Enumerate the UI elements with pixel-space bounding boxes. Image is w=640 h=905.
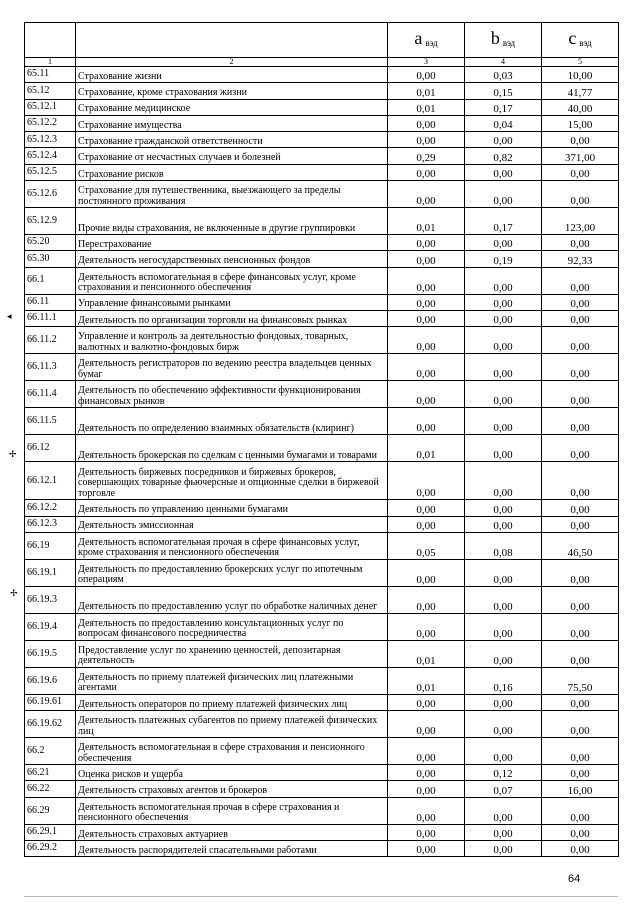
coef-b-cell: 0,03	[465, 67, 542, 83]
coef-c-cell: 40,00	[542, 99, 619, 115]
table-row	[25, 408, 619, 435]
coef-b-cell: 0,00	[465, 408, 542, 435]
code-cell: 66.11.2	[25, 327, 76, 354]
activity-name-cell: Страхование медицинское	[76, 99, 388, 115]
activity-name-cell: Управление и контроль за деятельностью фондовых, товарных, валютных и валютно-фондовых бирж	[76, 327, 388, 354]
coef-c-cell: 0,00	[542, 354, 619, 381]
header-col-b	[465, 23, 542, 58]
activity-name-cell: Деятельность брокерская по сделкам с ценными бумагами и товарами	[76, 435, 388, 462]
col-c-letter: c	[568, 28, 577, 49]
code-cell: 65.11	[25, 67, 76, 83]
activity-name-cell: Деятельность биржевых посредников и биржевых брокеров, совершающих товарные фьючерсные и опционные сделки в биржевой торговле	[76, 462, 388, 500]
code-cell: 66.29.2	[25, 841, 76, 857]
code-cell: 66.19	[25, 532, 76, 559]
table-row	[25, 83, 619, 99]
coef-b-cell: 0,04	[465, 115, 542, 131]
table-row	[25, 640, 619, 667]
coef-a-cell: 0,00	[388, 67, 465, 83]
coef-c-cell: 0,00	[542, 462, 619, 500]
coef-b-cell: 0,16	[465, 667, 542, 694]
coef-a-cell: 0,01	[388, 83, 465, 99]
code-cell: 66.12.1	[25, 462, 76, 500]
code-cell: 66.11.1	[25, 310, 76, 326]
coef-c-cell: 0,00	[542, 711, 619, 738]
coef-b-cell: 0,00	[465, 738, 542, 765]
coef-c-cell: 0,00	[542, 738, 619, 765]
table-row	[25, 115, 619, 131]
coef-a-cell: 0,01	[388, 435, 465, 462]
code-cell: 66.1	[25, 267, 76, 294]
coef-a-cell: 0,00	[388, 797, 465, 824]
activity-name-cell: Деятельность вспомогательная прочая в сфере страхования и пенсионного обеспечения	[76, 797, 388, 824]
activity-name-cell: Деятельность страховых актуариев	[76, 824, 388, 840]
table-row	[25, 462, 619, 500]
coef-c-cell: 0,00	[542, 500, 619, 516]
coef-b-cell: 0,00	[465, 640, 542, 667]
code-cell: 65.12.5	[25, 164, 76, 180]
coef-a-cell: 0,00	[388, 765, 465, 781]
activity-name-cell: Деятельность эмиссионная	[76, 516, 388, 532]
coef-a-cell: 0,01	[388, 640, 465, 667]
table-row	[25, 294, 619, 310]
coef-b-cell: 0,07	[465, 781, 542, 797]
activity-name-cell: Деятельность по предоставлению услуг по обработке наличных денег	[76, 586, 388, 613]
coef-c-cell: 92,33	[542, 251, 619, 267]
coef-a-cell: 0,00	[388, 115, 465, 131]
table-row	[25, 500, 619, 516]
coef-b-cell: 0,00	[465, 824, 542, 840]
code-cell: 65.30	[25, 251, 76, 267]
activity-name-cell: Перестрахование	[76, 235, 388, 251]
coef-a-cell: 0,00	[388, 462, 465, 500]
coef-b-cell: 0,00	[465, 267, 542, 294]
activity-name-cell: Страхование жизни	[76, 67, 388, 83]
coef-b-cell: 0,00	[465, 132, 542, 148]
activity-name-cell: Страхование рисков	[76, 164, 388, 180]
table-row	[25, 765, 619, 781]
code-cell: 66.19.1	[25, 559, 76, 586]
coef-a-cell: 0,00	[388, 251, 465, 267]
table-row	[25, 327, 619, 354]
activity-name-cell: Деятельность вспомогательная в сфере страхования и пенсионного обеспечения	[76, 738, 388, 765]
coef-c-cell: 371,00	[542, 148, 619, 164]
coef-c-cell: 0,00	[542, 613, 619, 640]
code-cell: 65.12	[25, 83, 76, 99]
activity-name-cell: Деятельность по предоставлению консультационных услуг по вопросам финансового посредничества	[76, 613, 388, 640]
coef-a-cell: 0,01	[388, 208, 465, 235]
coef-a-cell: 0,00	[388, 781, 465, 797]
table-row	[25, 267, 619, 294]
col-b-letter: b	[490, 28, 500, 49]
activity-name-cell: Деятельность по обеспечению эффективности функционирования финансовых рынков	[76, 381, 388, 408]
table-row	[25, 841, 619, 857]
col-c-sub: вэд	[579, 38, 592, 49]
table-row	[25, 164, 619, 180]
coef-c-cell: 0,00	[542, 824, 619, 840]
coef-c-cell: 16,00	[542, 781, 619, 797]
coef-c-cell: 41,77	[542, 83, 619, 99]
code-cell: 66.29.1	[25, 824, 76, 840]
table-row	[25, 381, 619, 408]
code-cell: 65.12.4	[25, 148, 76, 164]
coef-a-cell: 0,00	[388, 327, 465, 354]
code-cell: 66.12	[25, 435, 76, 462]
coef-b-cell: 0,00	[465, 613, 542, 640]
code-cell: 65.20	[25, 235, 76, 251]
coef-b-cell: 0,00	[465, 181, 542, 208]
coef-a-cell: 0,00	[388, 381, 465, 408]
activity-name-cell: Деятельность по управлению ценными бумагами	[76, 500, 388, 516]
coef-c-cell: 0,00	[542, 310, 619, 326]
coef-c-cell: 0,00	[542, 797, 619, 824]
coef-a-cell: 0,00	[388, 408, 465, 435]
code-cell: 65.12.6	[25, 181, 76, 208]
coef-c-cell: 0,00	[542, 181, 619, 208]
code-cell: 65.12.9	[25, 208, 76, 235]
coef-b-cell: 0,00	[465, 500, 542, 516]
table-row	[25, 132, 619, 148]
coef-b-cell: 0,00	[465, 435, 542, 462]
code-cell: 66.19.62	[25, 711, 76, 738]
coef-a-cell: 0,00	[388, 516, 465, 532]
code-cell: 65.12.3	[25, 132, 76, 148]
coef-b-cell: 0,00	[465, 327, 542, 354]
coef-c-cell: 0,00	[542, 164, 619, 180]
coef-b-cell: 0,00	[465, 310, 542, 326]
coef-b-cell: 0,00	[465, 516, 542, 532]
activity-name-cell: Деятельность по организации торговли на финансовых рынках	[76, 310, 388, 326]
coef-b-cell: 0,12	[465, 765, 542, 781]
table-row	[25, 67, 619, 83]
coef-a-cell: 0,00	[388, 738, 465, 765]
coef-c-cell: 0,00	[542, 267, 619, 294]
coef-a-cell: 0,00	[388, 294, 465, 310]
coef-c-cell: 0,00	[542, 294, 619, 310]
coef-c-cell: 0,00	[542, 327, 619, 354]
coef-b-cell: 0,17	[465, 208, 542, 235]
coef-a-cell: 0,00	[388, 711, 465, 738]
activity-name-cell: Страхование имущества	[76, 115, 388, 131]
coef-c-cell: 0,00	[542, 640, 619, 667]
coef-c-cell: 123,00	[542, 208, 619, 235]
coef-b-cell: 0,00	[465, 841, 542, 857]
activity-name-cell: Управление финансовыми рынками	[76, 294, 388, 310]
code-cell: 66.11	[25, 294, 76, 310]
activity-name-cell: Деятельность негосударственных пенсионных фондов	[76, 251, 388, 267]
coef-a-cell: 0,01	[388, 667, 465, 694]
column-index-row	[25, 58, 619, 67]
table-row	[25, 797, 619, 824]
coef-b-cell: 0,00	[465, 694, 542, 710]
coef-b-cell: 0,00	[465, 711, 542, 738]
table-row	[25, 532, 619, 559]
table-row	[25, 613, 619, 640]
coef-c-cell: 0,00	[542, 435, 619, 462]
column-index-4: 4	[465, 58, 542, 67]
coef-b-cell: 0,00	[465, 294, 542, 310]
coef-b-cell: 0,00	[465, 235, 542, 251]
coef-b-cell: 0,00	[465, 797, 542, 824]
activity-name-cell: Прочие виды страхования, не включенные в другие группировки	[76, 208, 388, 235]
coef-a-cell: 0,00	[388, 841, 465, 857]
activity-name-cell: Деятельность платежных субагентов по приему платежей физических лиц	[76, 711, 388, 738]
coef-a-cell: 0,00	[388, 181, 465, 208]
activity-name-cell: Деятельность по предоставлению брокерских услуг по ипотечным операциям	[76, 559, 388, 586]
coef-b-cell: 0,82	[465, 148, 542, 164]
page-number: 64	[568, 873, 581, 885]
coef-b-cell: 0,00	[465, 354, 542, 381]
coef-b-cell: 0,00	[465, 381, 542, 408]
activity-name-cell: Деятельность по приему платежей физических лиц платежными агентами	[76, 667, 388, 694]
coef-c-cell: 0,00	[542, 841, 619, 857]
code-cell: 66.19.6	[25, 667, 76, 694]
coef-c-cell: 0,00	[542, 559, 619, 586]
table-row	[25, 235, 619, 251]
col-a-letter: a	[414, 28, 423, 49]
activity-name-cell: Страхование от несчастных случаев и болезней	[76, 148, 388, 164]
code-cell: 66.19.4	[25, 613, 76, 640]
header-col-c	[542, 23, 619, 58]
coef-a-cell: 0,00	[388, 694, 465, 710]
activity-name-cell: Деятельность регистраторов по ведению реестра владельцев ценных бумаг	[76, 354, 388, 381]
coef-b-cell: 0,17	[465, 99, 542, 115]
coef-c-cell: 0,00	[542, 586, 619, 613]
activity-name-cell: Страхование, кроме страхования жизни	[76, 83, 388, 99]
activity-name-cell: Страхование для путешественника, выезжающего за пределы постоянного проживания	[76, 181, 388, 208]
coef-a-cell: 0,00	[388, 235, 465, 251]
coef-c-cell: 0,00	[542, 765, 619, 781]
header-col-a	[388, 23, 465, 58]
table-row	[25, 208, 619, 235]
code-cell: 66.29	[25, 797, 76, 824]
table-row	[25, 310, 619, 326]
table-row	[25, 738, 619, 765]
coef-b-cell: 0,00	[465, 462, 542, 500]
coef-c-cell: 0,00	[542, 408, 619, 435]
code-cell: 66.11.4	[25, 381, 76, 408]
coef-a-cell: 0,00	[388, 310, 465, 326]
coef-b-cell: 0,00	[465, 164, 542, 180]
coef-c-cell: 46,50	[542, 532, 619, 559]
activity-name-cell: Деятельность вспомогательная в сфере финансовых услуг, кроме страхования и пенсионного обеспечения	[76, 267, 388, 294]
margin-cross-mark: ✢	[9, 450, 17, 460]
coef-a-cell: 0,00	[388, 164, 465, 180]
code-cell: 65.12.2	[25, 115, 76, 131]
col-b-sub: вэд	[502, 38, 516, 49]
margin-cross-mark: ✢	[10, 589, 18, 599]
header-name-cell	[76, 23, 388, 58]
code-cell: 66.11.3	[25, 354, 76, 381]
table-row	[25, 516, 619, 532]
header-row	[25, 23, 619, 58]
table-row	[25, 251, 619, 267]
code-cell: 66.12.3	[25, 516, 76, 532]
coef-a-cell: 0,00	[388, 613, 465, 640]
table-row	[25, 586, 619, 613]
column-index-3: 3	[388, 58, 465, 67]
coef-c-cell: 75,50	[542, 667, 619, 694]
margin-arrow-mark: ◂	[7, 312, 12, 322]
coef-a-cell: 0,00	[388, 500, 465, 516]
table-row	[25, 667, 619, 694]
code-cell: 66.21	[25, 765, 76, 781]
activity-name-cell: Оценка рисков и ущерба	[76, 765, 388, 781]
activity-name-cell: Деятельность операторов по приему платежей физических лиц	[76, 694, 388, 710]
coef-b-cell: 0,08	[465, 532, 542, 559]
activity-name-cell: Деятельность по определению взаимных обязательств (клиринг)	[76, 408, 388, 435]
scan-bottom-edge	[24, 896, 618, 897]
coef-c-cell: 15,00	[542, 115, 619, 131]
code-cell: 66.19.61	[25, 694, 76, 710]
table-row	[25, 559, 619, 586]
activity-name-cell: Деятельность распорядителей спасательными работами	[76, 841, 388, 857]
table-row	[25, 354, 619, 381]
coef-c-cell: 0,00	[542, 516, 619, 532]
coef-a-cell: 0,00	[388, 354, 465, 381]
coef-a-cell: 0,05	[388, 532, 465, 559]
table-row	[25, 435, 619, 462]
code-cell: 66.19.5	[25, 640, 76, 667]
coef-a-cell: 0,00	[388, 132, 465, 148]
code-cell: 66.2	[25, 738, 76, 765]
table-row	[25, 781, 619, 797]
activity-name-cell: Предоставление услуг по хранению ценностей, депозитарная деятельность	[76, 640, 388, 667]
table-row	[25, 694, 619, 710]
coef-a-cell: 0,29	[388, 148, 465, 164]
coef-a-cell: 0,00	[388, 824, 465, 840]
col-a-sub: вэд	[425, 38, 438, 49]
code-cell: 66.22	[25, 781, 76, 797]
coef-c-cell: 0,00	[542, 694, 619, 710]
activity-name-cell: Деятельность страховых агентов и брокеров	[76, 781, 388, 797]
coef-c-cell: 0,00	[542, 235, 619, 251]
header-code-cell	[25, 23, 76, 58]
table-row	[25, 711, 619, 738]
code-cell: 66.12.2	[25, 500, 76, 516]
coef-b-cell: 0,19	[465, 251, 542, 267]
coef-a-cell: 0,00	[388, 586, 465, 613]
code-cell: 66.11.5	[25, 408, 76, 435]
column-index-1: 1	[25, 58, 76, 67]
table-row	[25, 99, 619, 115]
okved-coefficients-table	[24, 22, 619, 857]
column-index-5: 5	[542, 58, 619, 67]
coef-a-cell: 0,00	[388, 559, 465, 586]
coef-c-cell: 0,00	[542, 132, 619, 148]
table-row	[25, 824, 619, 840]
table-row	[25, 148, 619, 164]
coef-c-cell: 0,00	[542, 381, 619, 408]
coef-a-cell: 0,00	[388, 267, 465, 294]
column-index-2: 2	[76, 58, 388, 67]
code-cell: 66.19.3	[25, 586, 76, 613]
activity-name-cell: Страхование гражданской ответственности	[76, 132, 388, 148]
coef-b-cell: 0,15	[465, 83, 542, 99]
table-row	[25, 181, 619, 208]
activity-name-cell: Деятельность вспомогательная прочая в сфере финансовых услуг, кроме страхования и пенсионного обеспечения	[76, 532, 388, 559]
coef-b-cell: 0,00	[465, 586, 542, 613]
coef-c-cell: 10,00	[542, 67, 619, 83]
code-cell: 65.12.1	[25, 99, 76, 115]
coef-b-cell: 0,00	[465, 559, 542, 586]
coef-a-cell: 0,01	[388, 99, 465, 115]
